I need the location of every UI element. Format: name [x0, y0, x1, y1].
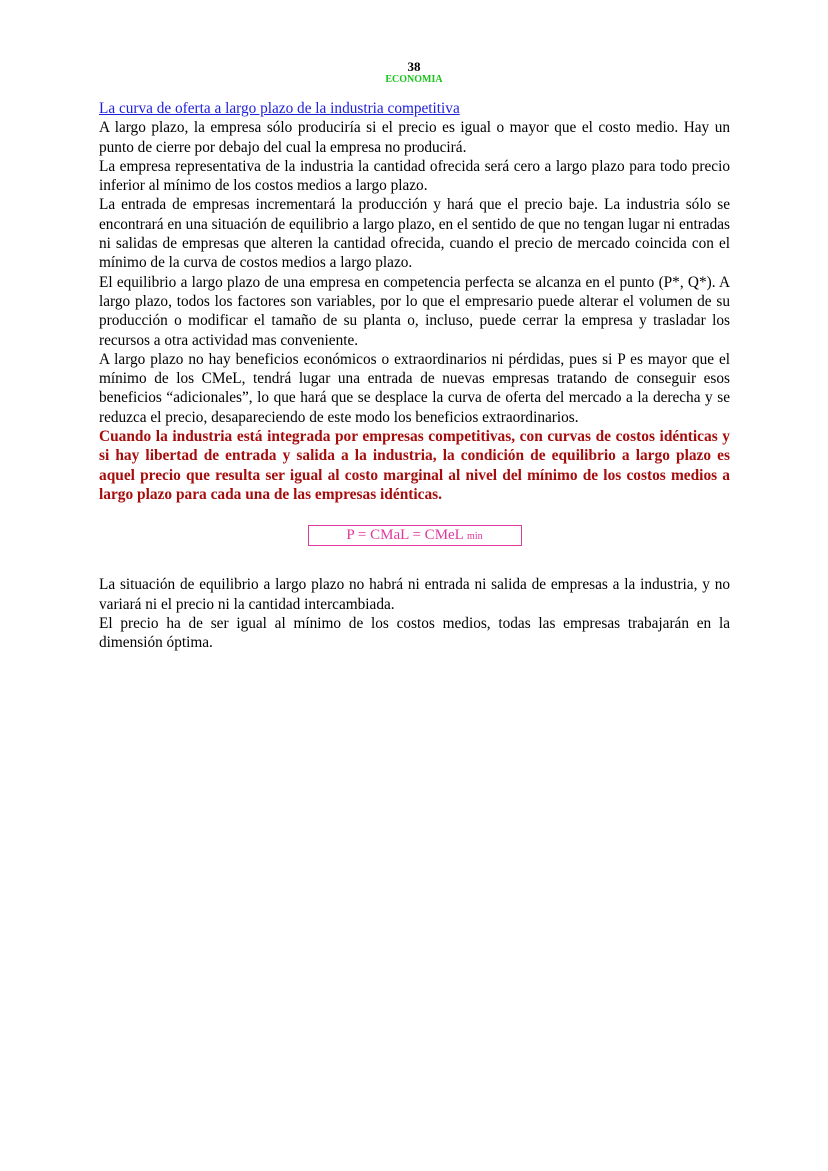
formula-box: [308, 525, 522, 546]
paragraph-equilibrio-competencia: El equilibrio a largo plazo de una empresa en competencia perfecta se alcanza en el punto (P*, Q*). A largo plazo, todos los factores son variables, por lo que el empresario puede alterar el volumen de su producción o modificar el tamaño de su planta o, incluso, puede cerrar la empresa y trasladar los recursos a otra actividad mas conveniente.: [99, 273, 730, 349]
formula-subscript: min: [467, 531, 483, 543]
running-title: ECONOMIA: [385, 74, 443, 85]
section-title: La curva de oferta a largo plazo de la industria competitiva: [99, 100, 460, 117]
paragraph-precio-minimo: El precio ha de ser igual al mínimo de los costos medios, todas las empresas trabajarán en la dimensión óptima.: [99, 614, 730, 652]
paragraph-entrada-empresas: La entrada de empresas incrementará la producción y hará que el precio baje. La industria sólo se encontrará en una situación de equilibrio a largo plazo, en el sentido de que no tengan lugar ni entradas ni salidas de empresas que alteren la cantidad ofrecida, cuando el precio de mercado coincida con el mínimo de la curva de costos medios a largo plazo.: [99, 196, 730, 272]
paragraph-cierre: A largo plazo, la empresa sólo produciría si el precio es igual o mayor que el costo medio. Hay un punto de cierre por debajo del cual la empresa no producirá.: [99, 119, 730, 156]
paragraph-empresa-representativa: La empresa representativa de la industria la cantidad ofrecida será cero a largo plazo para todo precio inferior al mínimo de los costos medios a largo plazo.: [99, 157, 730, 195]
document-body: [99, 99, 730, 652]
paragraph-sin-beneficios: A largo plazo no hay beneficios económicos o extraordinarios ni pérdidas, pues si P es mayor que el mínimo de los CMeL, tendrá lugar una entrada de nuevas empresas tratando de conseguir esos beneficios “adicionales”, lo que hará que se desplace la curva de oferta del mercado a la derecha y se reduzca el precio, desapareciendo de este modo los beneficios extraordinarios.: [99, 350, 730, 426]
highlight-statement: Cuando la industria está integrada por empresas competitivas, con curvas de costos idénticas y si hay libertad de entrada y salida a la industria, la condición de equilibrio a largo plazo es aquel precio que resulta ser igual al costo marginal al nivel del mínimo de los costos medios a largo plazo para cada una de las empresas idénticas.: [99, 428, 730, 503]
page-number: 38: [407, 59, 421, 74]
paragraph-situacion-equilibrio: La situación de equilibrio a largo plazo no habrá ni entrada ni salida de empresas a la industria, y no variará ni el precio ni la cantidad intercambiada.: [99, 576, 730, 613]
formula-container: [99, 525, 730, 547]
page-header: [0, 60, 828, 86]
formula-main: P = CMaL = CMeL: [346, 527, 468, 544]
